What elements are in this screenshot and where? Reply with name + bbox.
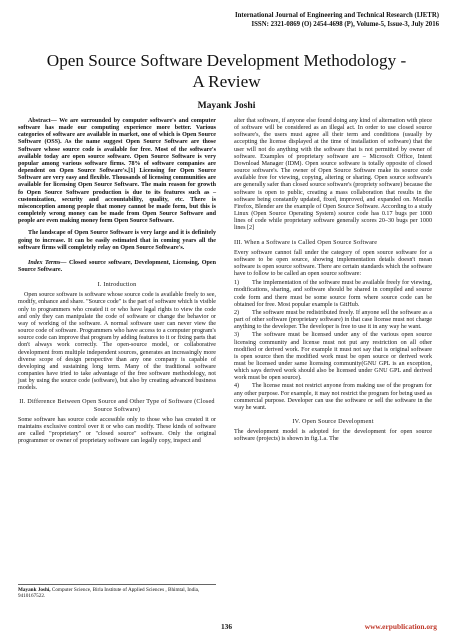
- criteria-text: The software must be redistributed freely. If anyone sell the software as a part of other software (proprietary software) in that case license must not charge anything to the developer. The developer is free to use it in any way he want.: [234, 309, 432, 331]
- difference-paragraph: Some software has source code accessible only to those who has created it or maintains exclusive control over it or who can modify. These kinds of software are called "proprietary" or "closed source" software. Only the original programmer or owner of proprietary software can legally copy, inspect and: [18, 416, 216, 445]
- page-number: 136: [220, 622, 233, 631]
- index-terms-head: Index Terms—: [28, 259, 67, 266]
- criteria-item: [234, 310, 432, 331]
- paper-title-line1: Open Source Software Development Methodology -: [46, 51, 407, 70]
- paper-title-line2: A Review: [192, 72, 261, 91]
- right-paragraph: alter that software, if anyone else found doing any kind of alternation with piece of software will be considered as an illegal act. In order to use closed source software's, the users must agree all their term and conditions (usually by accepting the license displayed at the time of installation of software) that the user will not do anything with the software that is not permitted by owner of software. Examples of proprietary software are – Microsoft Office, Intent Download Manager (IDM). Open source software is totally opposite of closed source software's. The owner of Open Source Software make its source code available free for viewing, copying, altering or sharing. Open source software's are generally safer than closed source software's (propriety software) because the software is open to public, creating a mass collaboration that results in the software being constantly updated, fixed, improved, and expanded on. Mozilla Firefox, Blender are the example of Open Source Software. According to a study Linux (Open Source Operating System) source code has 0.17 bugs per 1000 lines of code while proprietary software generally scores 20–30 bugs per 1000 lines [2]: [234, 118, 432, 232]
- section-heading-difference: II. Difference Between Open Source and Other Type of Software (Closed Source Software): [19, 398, 215, 413]
- section-heading-when-open-source: III. When a Software is Called Open Source Software: [234, 238, 378, 246]
- right-column: [234, 118, 432, 446]
- criteria-number: 3): [234, 332, 240, 339]
- footnote-author: Mayank Joshi,: [18, 587, 51, 593]
- section-heading-development: IV. Open Source Development: [292, 418, 374, 426]
- index-terms: [18, 260, 216, 274]
- criteria-number: 4): [234, 383, 240, 390]
- footnote-affiliation: Computer Science, Birla Institute of Applied Sciences , Bhimtal, India, 9410167522.: [18, 587, 200, 600]
- development-paragraph: The development model is adopted for the development for open source software (projects) is shown in fig.1.a. The: [234, 429, 432, 443]
- criteria-text: The implementation of the software must be available freely for viewing, modifications, sharing, and software should be shared in compiled and source code form and there must be some source form where source code can be obtained for free. Most popular example is GitHub.: [234, 280, 432, 308]
- author-footnote: [18, 584, 216, 600]
- criteria-number: 2): [234, 309, 240, 316]
- website-link[interactable]: www.erpublication.org: [364, 622, 437, 631]
- criteria-text: The software must be licensed under any of the various open source licensing community and license must not put any restriction on all other modified or derived work. For example it must not say that is original software is open source then the modified work must be open source or derived work must be licensed under same licensing community(GNU GPL is an exception, which says derived work should also be licensed under GNU GPL and derived work must be open source).: [234, 332, 432, 382]
- index-terms-text: Closed source software, Development, Licensing, Open Source Software.: [18, 259, 216, 273]
- journal-header: [109, 12, 439, 29]
- criteria-item: [234, 280, 432, 309]
- left-column: [18, 118, 216, 447]
- author-name: Mayank Joshi: [197, 100, 256, 111]
- paper-title: [20, 50, 433, 92]
- journal-issn: ISSN: 2321-0869 (O) 2454-4698 (P), Volume-5, Issue-3, July 2016: [251, 20, 439, 28]
- introduction-paragraph: Open source software is software whose source code is available freely to see, modify, enhance and share. "Source code" is the part of software which is visible only to programmers who created it or who have legal rights to view the code and only they can manipulate the code of software or change the behavior or way of working of the software. A normal software user can never view the source code of software. Programmers who have access to a computer program's source code can improve that program by adding features to it or fixing parts that don't always work correctly. The open-source model, or collaborative development from multiple independent sources, generates an increasingly more diverse scope of design perspective than any one company is capable of developing and sustaining long term. Many of the traditional software companies have tried to take advantage of the free software methodology, not just by using the source code (software), but also by creating advanced business models.: [18, 292, 216, 392]
- abstract: Abstract— We are surrounded by computer software's and computer software has made our computing experience more better. Various categories of software are available in market, one of which is Open Source Software (OSS). As the name suggest Open Source Software are those Software whose source code is available for free. Most of the software's available today are open source software. Open Source Software is very popular among various software firms. 78% of software companies are dependent on Open Source Software's.[1] Licensing for Open Source Software are very easy and flexible. Thousands of licensing communities are available for licensing Open Source Software. The main reason for growth fo Open Source Software production is due to its features such as – customization, security and accountability, quality, etc. There is misconception among people that money cannot be made form, but this is completely wrong money can be made from Open Source Software and people are even making money form Open Source Software.: [18, 118, 216, 225]
- criteria-item: [234, 332, 432, 382]
- criteria-item: [234, 383, 432, 412]
- abstract-continued: The landscape of Open Source Software is very large and it is definitely going to increase. It can be easily estimated that in coming years all the software firms will completely relay on Open Source Software's.: [18, 230, 216, 251]
- journal-name: International Journal of Engineering and Technical Research (IJETR): [235, 12, 439, 19]
- criteria-intro: Every software cannot fall under the category of open source software for a software to be open source, showing implementation details doesn't mean software is open source software. There are certain standards which the software have to follow to be called an open source software:: [234, 249, 432, 278]
- section-heading-introduction: I. Introduction: [97, 281, 137, 289]
- criteria-text: The license must not restrict anyone from making use of the program for any other purpose. For example, it may not restrict the program for being used as commercial purpose. Developer can use the software or sell the software in the way he want.: [234, 383, 432, 411]
- criteria-number: 1): [234, 280, 240, 287]
